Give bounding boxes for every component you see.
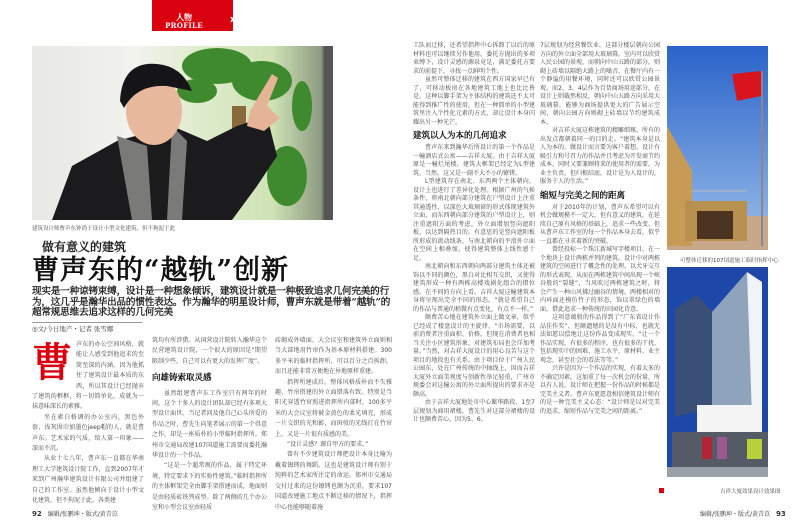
paragraph: 砖砌成外墙面，大会议室和建筑外立面则相当大部地用竹帘作为基本原材料搭建。300多平米的临时指挥所，可以百分之百拆卸，而且还能非常方便地在异地原样重建。 bbox=[275, 337, 392, 376]
section-heading: 缩短与完美之间的距离 bbox=[540, 190, 626, 201]
section-heading: 向雄铸索取灵感 bbox=[152, 373, 212, 384]
page-number-right: 93 bbox=[776, 510, 786, 518]
paragraph: 声东的办公空间风格，就能让人感受到他追求的至简至深的内涵。因为他抓住了建筑设计最本质的东西，所以其设计已经抛弃了建筑的框框，将一切简单化，成就为一抹意味深长的素雅。 bbox=[32, 341, 144, 411]
jixiang-building-photo bbox=[667, 267, 768, 477]
article-title: 曹声东的“越轨”创新 bbox=[32, 255, 290, 286]
paragraph: “这是一个超常规的作品，属于特定环境、特定要求下的实验性建筑。”临时指挥所的主体框架完全由脚手架搭建而成，地面则是由轻质砖铁列成型。除了两侧的几个办公室和小型会议室由轻质 bbox=[152, 462, 267, 512]
paragraph: 颇费苦心地在建筑外立面上做文章，似乎已经成了楼盘设计的主旋律，“市场需要，以前消费者注重面积、价格，但现在消费者也相当关注小区建筑形象，对建筑布局也会详加考量。”当然，对吉祥大厦设计的用心良苦与这个项目的地段也有关系。由于项目位于广州人民公园东，处在广州传统的中轴线上，因而吉祥大厦外立面美观度与创新性举足轻重，广州市规委会对这幢公寓的外立面所提出的要求亦是颇高。 bbox=[413, 314, 535, 398]
paragraph: L型建筑存在南北、东西两个主体朝向，设计上也进行了差异化处理。根据广州的气候条件，将南北朝向部分建筑在户型设计上注重其通透性，以深色大玻璃窗的形式体现建筑外立面，而东西朝向部分建筑的户型设计上，则注重遮阳方面的考虑，外立面增加竖向遮阳板，以达到隔热目的。有意思的是竖向遮阳板所形成的流动线条，与南北朝向的平滑外立面在空间上相叠加，使得建筑整体上线性感十足。 bbox=[413, 178, 535, 262]
drop-cap: 曹 bbox=[32, 339, 72, 386]
article-lead: 现实是一种谅铐束缚，设计是一种想象倾诉，建筑设计就是一种极致追求几何完美的行为，这几乎是瀚华出品的惯性表达。作为瀚华的明星设计师，曹声东就是带着“越轨”的超常规思维去追求这样的几何完美 bbox=[32, 286, 391, 318]
byline-divider bbox=[32, 322, 142, 323]
paragraph: 从业十七八年，曹声东一直都在华南理工大学建筑设计院工作，直到2007年才来到广州瀚华建筑设计有限公司并组建了自己的工作室。虽然他倾向于设计小型文化建筑，但不拘泥于此，各类建 bbox=[32, 455, 144, 505]
paragraph: 工队而迁移，还希望指挥中心拆卸了以后的原材料也可以继续另作他用。委托方抛出的多项束缚下，设计灵感的源泉竟是，满足委托方要求的前提下，寻找一点鲜明个性。 bbox=[413, 42, 535, 75]
left-column-3 bbox=[275, 336, 392, 511]
paragraph: 虽然组建曹声东工作室只有两年的时间，这个十多人的设计团队却已经有多项大型设计面世。当记者问及他自己心头所爱的作品之时，曹先生向笔者展示的第一个得意之作，却是一座质朴的小型临时指挥所。郑州市交通局改建107国道施工需要而委托瀚华设计的一个作品。 bbox=[152, 389, 267, 460]
right-credit: 编辑/张鹏坤・版式/黄青苡 bbox=[700, 511, 771, 518]
paragraph: 对吉祥大厦这栋建筑的精雕细琢，所有的出发点都朝着同一的目的走。“建筑本身是以人为本的，做设计而言要为客户着想。设计有吸引力和号召力的作品并且考虑为开发商节约成本，同时又要兼顾将来的使用者的需要，为业主负责。但归根结底，设计是为人设计的，服务于人的生活。” bbox=[540, 127, 661, 185]
paragraph: 筑均有所涉猎。从国营设计院转入瀚华这个民营建筑设计院，一个很大的原因是“期望限制少些，自己可以有更大的发挥广度”。 bbox=[152, 337, 267, 365]
left-credit: 编辑/张鹏坤・版式/黄青苡 bbox=[47, 511, 118, 518]
portrait-photo bbox=[32, 46, 333, 220]
paragraph: 对于2010年的计划，曹声东希望可以有机会做规模不一定大，但有意义的建筑，在延续自己原有风格的基础上，追求一些改变。但从曹声东工作室的每一个作品本身去看，似乎一直都在寻求着新的突破。 bbox=[540, 203, 661, 245]
paragraph: “设计灵感？源自甲方的要求。” bbox=[287, 441, 369, 449]
left-column-2 bbox=[152, 336, 267, 512]
paragraph: 7层规划为经营餐饮业，这部分楼层朝向公园方向的外立面全部用大玻璃幕，室内可以欣赏人民公园的景观，而朝向中山五路的部分，则砌上砖墙以隔绝大路上的噪音，在餐厅内有一个静谧的用餐环境，同时还可以欣赏公园景观。而2、3、4层作为百货商场用途部分，在设计上则截然相反，朝向中山五路方向采用大玻璃幕，能够为商场提供更大的广告展示空间，朝向公园方向则砌上砖墙以节约建筑成本。 bbox=[540, 42, 661, 126]
section-tag-en: PROFILE bbox=[165, 21, 203, 30]
paragraph: 这项意蕴般的作品得到了“广东省设计作品佳作奖”，但颇遗憾的是没有中标，也就无法如愿以偿地让这份作品变成现实。“让一个作品实现，有很多的程序，也有很多的干扰，包括现实中的困难、施工水平、原材料、业主观念，甚至社会的看法等等。” bbox=[540, 314, 661, 364]
right-column-2 bbox=[540, 42, 660, 498]
section-heading: 建筑以人为本的几何追求 bbox=[413, 131, 507, 141]
page-number-left: 92 bbox=[32, 510, 42, 518]
paragraph: 指挥所建成后，整体风格质朴而不失雅趣，竹帘搭建的外立面错落有致。特别是当阳光穿透竹帘照进指挥所内部时，100多平米的大会议室将被金黄色的柔光填充，形成一片交织的光和影，而斑驳的光线打在竹帘上，又是一片很有质感的美。 bbox=[275, 378, 392, 438]
left-footer bbox=[32, 509, 118, 518]
paragraph: 曾有不少建筑设计师把设计本身比喻为戴着镣铐的舞蹈，这也是建筑设计师有别于纯粹的艺术家所注定的命运。郑州市交通局交付过来的这份镣铐也颇为沉重，要求107国道改建施工地点不断迁移的情况下，指挥中心也能够随着施 bbox=[275, 451, 392, 511]
command-center-caption: 可整体迁移的107国道施工临时指挥中心 bbox=[680, 258, 779, 264]
paragraph: 曾经投标一个珠江新城写字楼项目，在一个地块上设计两栋并列的建筑。设计中对两栋建筑的空间进行了概念性的处理，以犬牙交互的形式表现，从而在两栋建筑中间出现一个峡谷般的“裂缝”，当风吹过两栋建筑之时，将会产生一种山风拂过幽谷的情境。两楼相对的内环面还模仿竹子的形态，饰以翠绿色的墙面，借此追求一种传统的田园化诗意。 bbox=[540, 246, 661, 313]
paragraph: 坐在素白格调的办公室内，黑色外套、浅灰围巾加墨色jeep帽的人，就是曹声东。艺术家的气质，给人第一印象——深而不沉。 bbox=[32, 413, 144, 453]
paragraph: 兴许是因为一个作品的实现，有着太多的不确定因素，这加重了每一次机会的份量，所以有人说，设计师在把握一份作品的时候都是完美主义者。曹声东更愿意相信建筑设计师有的是一种完美主义心态：“设计师是以对完美的追求，缩短作品与完美之间的距离。” bbox=[540, 365, 661, 415]
command-center-photo bbox=[667, 46, 768, 250]
section-tag-cn: 人物 bbox=[176, 12, 192, 22]
double-chevron-icon: ›› bbox=[229, 12, 231, 26]
paragraph: 虽然可整体迁移的建筑在西方国家早已有了，可移动板房在各地建筑工地上也比比皆是，这种以脚手架为主体结构的建筑还不太可能得到推广性的使用，但在一种简单的小型建筑里注入个性化元素的方式，却让设计本身闪耀出另一种光芒。 bbox=[413, 76, 535, 126]
paragraph: 曹声东来到瀚华后所设计的第一个作品是一幢酒店式公寓——吉祥大厦。由于吉祥大厦原是一幢烂尾楼，建筑大框架已经定为L型建筑，当然，这又是一副不大不小的镣铐。 bbox=[413, 144, 535, 177]
section-tag-profile bbox=[152, 0, 233, 31]
paragraph: 南北朝向和东西朝向两部分建筑主体还被饰以不同的颜色，黑白对比相互交织，又使得建筑形成一种有两栋高楼戏剧化组合的错位感。在不同的方向上看，吉祥大厦这幢建筑本身将呈现出完全不同的形态。“就是希望自己的作品与普通的稍微有点变化，有点不一样。” bbox=[413, 263, 535, 313]
right-footer bbox=[700, 509, 792, 518]
jixiang-building-caption: 吉祥大厦效果设计效果图 bbox=[720, 489, 781, 495]
paragraph: 由于吉祥大厦地处市中心繁华路段，1至7层规划为商用裙楼，曹先生对这部分裙楼的设计也颇费苦心。因为5、6、 bbox=[413, 399, 535, 423]
portrait-caption: 建筑设计师曹声东钟尚于设计小型文化建筑，但不拘泥于此 bbox=[32, 226, 176, 232]
byline: ◎文/今日地产・记者 张雪娜 bbox=[32, 325, 114, 333]
right-column-1 bbox=[413, 42, 535, 498]
end-mark bbox=[659, 488, 664, 493]
article-kicker: 做有意义的建筑 bbox=[42, 240, 127, 254]
left-column-1 bbox=[32, 339, 144, 505]
